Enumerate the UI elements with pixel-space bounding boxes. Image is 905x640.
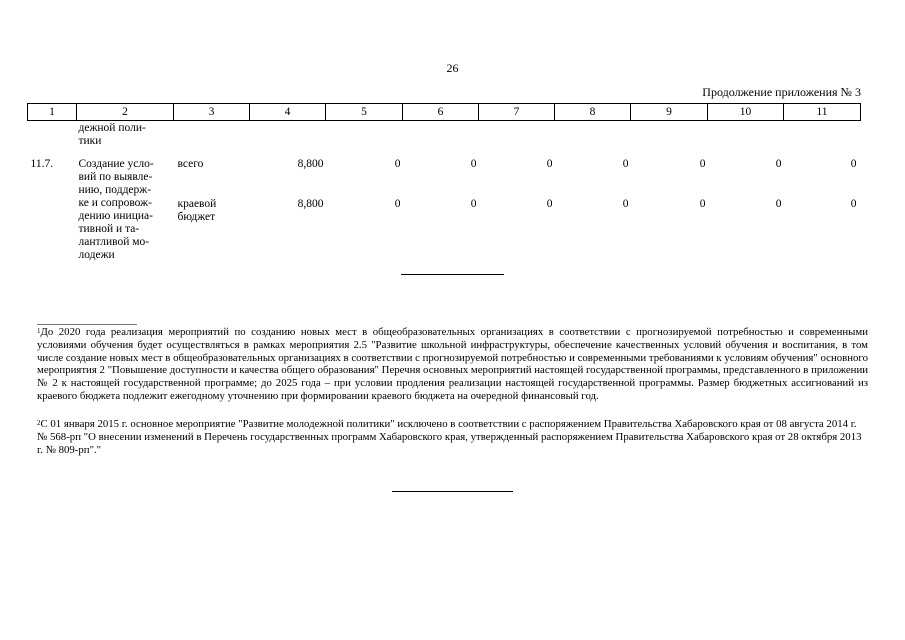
col-header-8: 8 xyxy=(555,104,631,121)
carryover-text: дежной поли- тики xyxy=(78,122,146,147)
col-header-7: 7 xyxy=(479,104,555,121)
value-cell: 0 xyxy=(394,197,401,210)
table-row xyxy=(28,158,861,198)
col-header-3: 3 xyxy=(174,104,250,121)
col-header-4: 4 xyxy=(250,104,326,121)
continuation-label: Продолжение приложения № 3 xyxy=(702,85,861,99)
value-cell: 0 xyxy=(699,197,706,210)
footnote-1 xyxy=(37,326,868,403)
footnote-separator xyxy=(37,324,137,325)
col-header-1: 1 xyxy=(28,104,77,121)
value-cell: 8,800 xyxy=(297,158,324,170)
row-name: Создание усло- вий по выявле- нию, поддерж- ке и сопровож- дению инициа- тивной и та- лантливой мо- лодежи xyxy=(78,158,154,261)
section-divider xyxy=(401,274,504,275)
footnote-mark: 2 xyxy=(37,419,41,427)
value-cell: 0 xyxy=(775,197,782,210)
value-cell: 0 xyxy=(470,197,477,210)
row-number: 11.7. xyxy=(30,158,54,170)
value-cell: 0 xyxy=(622,197,629,210)
page-number: 26 xyxy=(446,61,459,75)
value-cell: 0 xyxy=(546,197,553,210)
header-row xyxy=(28,104,861,121)
col-header-5: 5 xyxy=(326,104,403,121)
value-cell: 0 xyxy=(470,158,477,170)
program-table xyxy=(27,103,861,262)
source-label: всего xyxy=(177,158,204,170)
value-cell: 0 xyxy=(622,158,629,170)
value-cell: 0 xyxy=(546,158,553,170)
footnote-text: До 2020 года реализация мероприятий по созданию новых мест в общеобразовательных организациях в соответствии с прогнозируемой потребностью и современными условиями обучения будет осуществляться в рамках мероприятия 2.5 "Развитие школьной инфраструктуры, обеспечение качественных условий обучения и воспитания, в том числе создание новых мест в общеобразовательных организациях в соответствии с прогнозируемой потребностью и современными требованиями к условиям обучения" основного мероприятия 2 "Повышение доступности и качества общего образования" Перечня основных мероприятий настоящей государственной программы, представленного в приложении № 2 к настоящей государственной программе; до 2025 года – при условии продления реализации настоящей государственной программы. Размер бюджетных ассигнований из краевого бюджета подлежит ежегодному уточнению при формировании краевого бюджета на очередной финансовый год. xyxy=(37,326,868,402)
col-header-2: 2 xyxy=(77,104,174,121)
col-header-10: 10 xyxy=(708,104,784,121)
value-cell: 0 xyxy=(394,158,401,170)
source-label: краевой бюджет xyxy=(177,197,217,223)
carryover-row xyxy=(28,121,861,159)
value-cell: 0 xyxy=(775,158,782,170)
footnote-text: С 01 января 2015 г. основное мероприятие "Развитие молодежной политики" исключено в соответствии с распоряжением Правительства Хабаровского края от 08 августа 2014 г. № 568-рп "О внесении изменений в Перечень государственных программ Хабаровского края, утвержденный распоряжением Правительства Хабаровского края от 28 октября 2013 г. № 809-рп"." xyxy=(37,418,862,456)
col-header-6: 6 xyxy=(403,104,479,121)
footnote-2 xyxy=(37,418,868,456)
footnote-mark: 1 xyxy=(37,327,41,335)
value-cell: 8,800 xyxy=(297,197,324,210)
value-cell: 0 xyxy=(850,158,857,170)
value-cell: 0 xyxy=(699,158,706,170)
end-divider xyxy=(392,491,513,492)
col-header-11: 11 xyxy=(784,104,861,121)
col-header-9: 9 xyxy=(631,104,708,121)
value-cell: 0 xyxy=(850,197,857,210)
